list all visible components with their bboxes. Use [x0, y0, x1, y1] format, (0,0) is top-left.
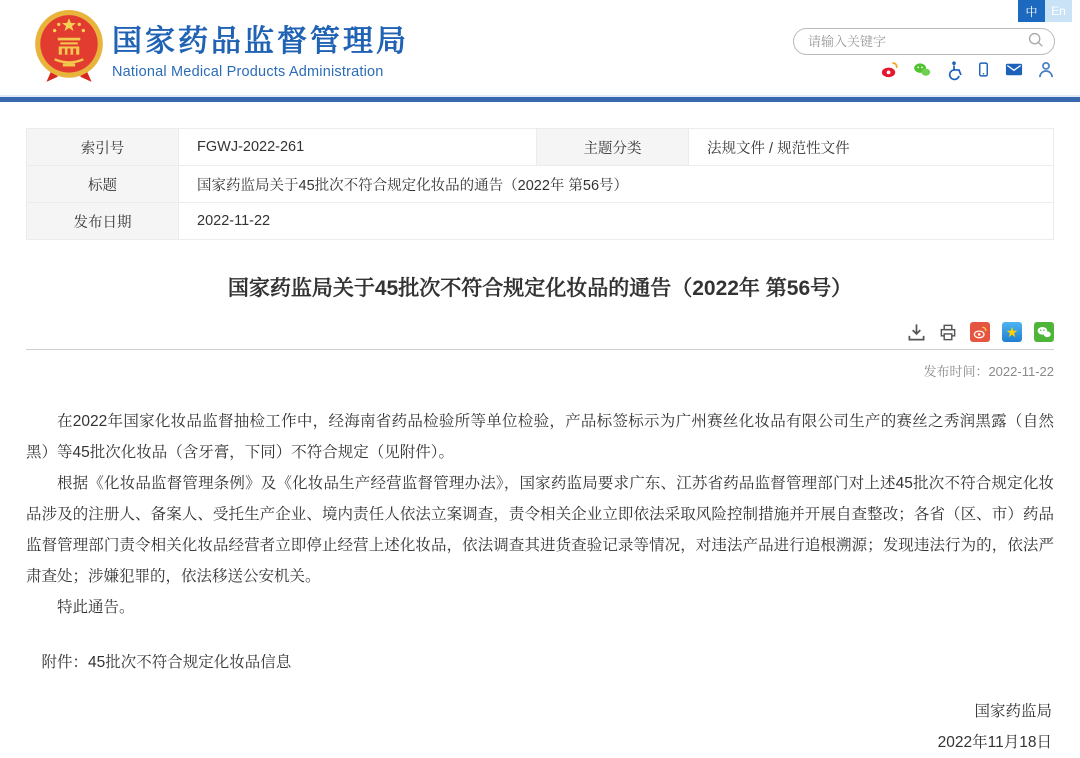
paragraph: 在2022年国家化妆品监督抽检工作中，经海南省药品检验所等单位检验，产品标签标示为广州赛丝化妆品有限公司生产的赛丝之秀润黑露（自然黑）等45批次化妆品（含牙膏，下同）不符合规定（见附件）。: [26, 413, 1054, 461]
site-brand: [112, 16, 409, 80]
meta-label-category: 主题分类: [537, 129, 689, 166]
nav-bar: [0, 95, 1080, 102]
search-icon[interactable]: [1027, 31, 1044, 53]
signature-block: [26, 696, 1054, 758]
document-meta-table: [26, 128, 1054, 240]
divider: [26, 349, 1054, 350]
site-title: 国家药品监督管理局: [112, 25, 409, 58]
publish-time: 发布时间：2022-11-22: [923, 364, 1054, 379]
article-body: [26, 406, 1054, 623]
paragraph: 根据《化妆品监督管理条例》及《化妆品生产经营监督管理办法》，国家药监局要求广东、江苏省药品监督管理部门对上述45批次不符合规定化妆品涉及的注册人、备案人、受托生产企业、境内责任人依法立案调查，责令相关企业立即依法采取风险控制措施并开展自查整改；各省（区、市）药品监督管理部门责令相关化妆品经营者立即停止经营上述化妆品，依法调查其进货查验记录等情况，对违法产品进行追根溯源；发现违法行为的，依法严肃查处；涉嫌犯罪的，依法移送公安机关。: [26, 475, 1054, 585]
lang-en-button[interactable]: En: [1045, 0, 1072, 22]
accessibility-icon[interactable]: [945, 60, 963, 79]
main-content: [26, 128, 1054, 758]
share-qzone-icon[interactable]: ★: [1002, 322, 1022, 342]
nmpa-emblem-logo: [33, 8, 105, 88]
search-box[interactable]: [793, 28, 1055, 55]
meta-value-title: 国家药监局关于45批次不符合规定化妆品的通告（2022年 第56号）: [179, 166, 1054, 203]
header-quick-icons: [880, 60, 1055, 79]
weibo-icon[interactable]: [880, 60, 899, 79]
download-icon[interactable]: [907, 323, 926, 342]
user-icon[interactable]: [1037, 60, 1055, 79]
meta-value-date: 2022-11-22: [179, 203, 1054, 240]
page-title: 国家药监局关于45批次不符合规定化妆品的通告（2022年 第56号）: [227, 277, 853, 300]
site-header: [0, 0, 1080, 95]
meta-value-category: 法规文件 / 规范性文件: [689, 129, 1054, 166]
meta-value-index: FGWJ-2022-261: [179, 129, 537, 166]
paragraph: 特此通告。: [57, 599, 135, 616]
signature-org: 国家药监局: [974, 703, 1052, 720]
share-weibo-icon[interactable]: [970, 322, 990, 342]
print-icon[interactable]: [938, 323, 958, 342]
mobile-icon[interactable]: [976, 60, 991, 79]
signature-date: 2022年11月18日: [937, 734, 1052, 751]
search-input[interactable]: [808, 34, 1027, 49]
article-toolbar: [26, 322, 1054, 349]
attachment-link[interactable]: 附件：45批次不符合规定化妆品信息: [41, 654, 292, 671]
table-row: [27, 129, 1054, 166]
site-subtitle: National Medical Products Administration: [112, 64, 384, 80]
meta-label-date: 发布日期: [27, 203, 179, 240]
wechat-icon[interactable]: [912, 60, 932, 79]
mail-icon[interactable]: [1004, 60, 1024, 79]
lang-zh-button[interactable]: 中: [1018, 0, 1045, 22]
table-row: [27, 203, 1054, 240]
share-wechat-icon[interactable]: [1034, 322, 1054, 342]
table-row: [27, 166, 1054, 203]
meta-label-index: 索引号: [27, 129, 179, 166]
meta-label-title: 标题: [27, 166, 179, 203]
language-toggle: [1018, 0, 1072, 22]
